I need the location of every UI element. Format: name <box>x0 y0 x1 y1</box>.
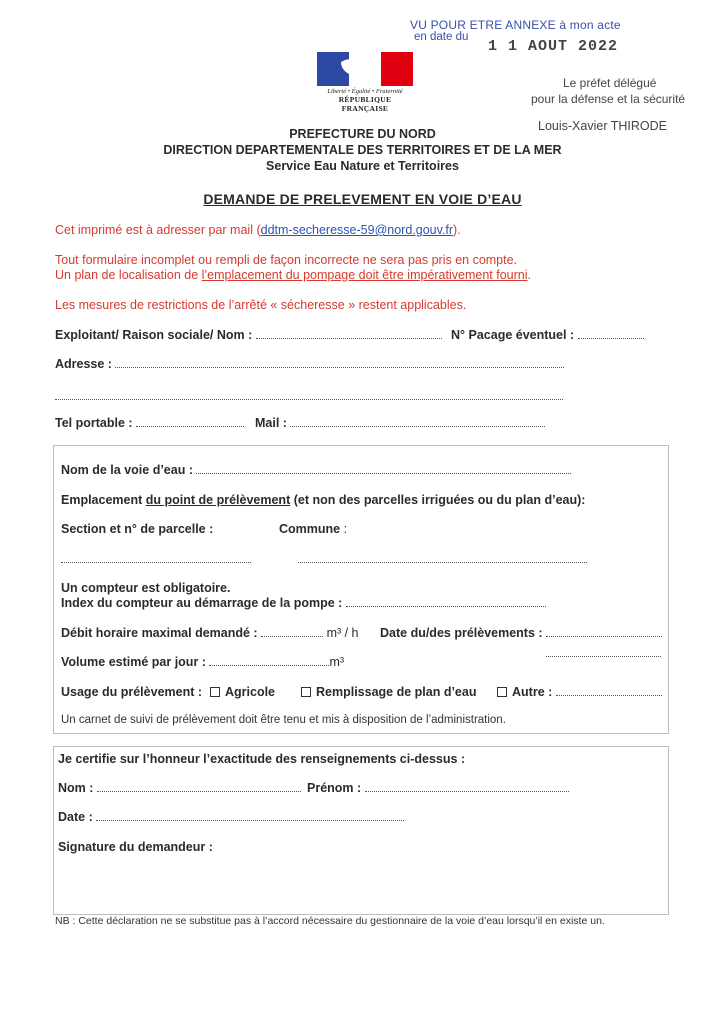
notice-plan <box>55 268 531 282</box>
notice-mail-prefix: Cet imprimé est à adresser par mail ( <box>55 223 261 237</box>
signer-title-1: Le préfet délégué <box>563 76 657 90</box>
notice-mail <box>55 223 461 237</box>
exploitant-label: Exploitant/ Raison sociale/ Nom : <box>55 328 253 342</box>
signature-area[interactable] <box>58 858 658 908</box>
section-input-line[interactable] <box>61 552 251 563</box>
autre-label: Autre : <box>512 685 553 699</box>
nom-input-line[interactable] <box>97 781 301 792</box>
volume-input-line[interactable] <box>209 655 329 666</box>
prenom-input-line[interactable] <box>365 781 569 792</box>
compteur-label: Index du compteur au démarrage de la pompe : <box>61 596 343 610</box>
pacage-field[interactable] <box>451 328 644 342</box>
stamp-date-label: en date du <box>414 31 469 43</box>
header-direction: DIRECTION DEPARTEMENTALE DES TERRITOIRES ET DE LA MER <box>163 143 562 157</box>
usage-agricole-option[interactable] <box>210 685 275 699</box>
commune-input-line[interactable] <box>298 552 587 563</box>
usage-remplissage-option[interactable] <box>301 685 476 699</box>
commune-input[interactable] <box>298 550 587 568</box>
mail-label: Mail : <box>255 416 287 430</box>
agricole-label: Agricole <box>225 685 276 699</box>
debit-unit: m³ / h <box>326 626 359 640</box>
compteur-field[interactable] <box>61 596 546 610</box>
mail-input-line[interactable] <box>290 416 545 427</box>
emplacement-prefix: Emplacement <box>61 493 146 507</box>
debit-input-line[interactable] <box>261 626 323 637</box>
mail-link[interactable]: ddtm-secheresse-59@nord.gouv.fr <box>260 223 454 237</box>
tel-label: Tel portable : <box>55 416 133 430</box>
notice-incomplete: Tout formulaire incomplet ou rempli de façon incorrecte ne sera pas pris en compte. <box>55 253 518 267</box>
form-title: DEMANDE DE PRELEVEMENT EN VOIE D’EAU <box>203 191 522 207</box>
signature-label: Signature du demandeur : <box>58 840 213 854</box>
prenom-field[interactable] <box>307 781 569 795</box>
nom-field[interactable] <box>58 781 301 795</box>
date-prelevements-field[interactable] <box>380 626 662 640</box>
adresse-input-line-2[interactable] <box>55 389 563 400</box>
prenom-label: Prénom : <box>307 781 362 795</box>
emplacement-suffix: (et non des parcelles irriguées ou du plan d’eau): <box>290 493 586 507</box>
mail-field[interactable] <box>255 416 545 430</box>
adresse-field[interactable] <box>55 357 564 371</box>
compteur-input-line[interactable] <box>346 596 546 607</box>
date-prelevements-label: Date du/des prélèvements : <box>380 626 543 640</box>
header-prefecture: PREFECTURE DU NORD <box>289 127 436 141</box>
commune-label-text: Commune <box>279 522 341 536</box>
notice-mail-suffix: ). <box>453 223 461 237</box>
debit-field[interactable] <box>61 626 359 640</box>
remplissage-checkbox[interactable] <box>301 687 311 697</box>
tel-input-line[interactable] <box>136 416 244 427</box>
nom-label: Nom : <box>58 781 94 795</box>
volume-label: Volume estimé par jour : <box>61 655 206 669</box>
stamp-annex-text: VU POUR ETRE ANNEXE à mon acte <box>410 18 621 32</box>
footnote: NB : Cette déclaration ne se substitue pas à l’accord nécessaire du gestionnaire de la voie d’eau lorsqu’il en existe un. <box>55 915 605 927</box>
pacage-label: N° Pacage éventuel : <box>451 328 575 342</box>
date-field[interactable] <box>58 810 404 824</box>
tricolor-flag-icon <box>317 52 413 86</box>
date-input-line[interactable] <box>96 810 404 821</box>
usage-label: Usage du prélèvement : <box>61 685 203 699</box>
stamp-date: 1 1 AOUT 2022 <box>488 38 619 55</box>
usage-autre-option[interactable] <box>497 685 662 699</box>
pacage-input-line[interactable] <box>578 328 644 339</box>
emplacement-heading <box>61 493 585 507</box>
section-label: Section et n° de parcelle : <box>61 522 214 536</box>
logo-republic: RÉPUBLIQUE FRANÇAISE <box>338 95 392 113</box>
date-prelevements-input-line-2[interactable] <box>546 648 661 657</box>
commune-label <box>279 522 347 536</box>
volume-unit: m³ <box>329 655 345 669</box>
date-label: Date : <box>58 810 93 824</box>
notice-plan-required: l’emplacement du pompage doit être impérativement fourni <box>201 268 528 282</box>
autre-checkbox[interactable] <box>497 687 507 697</box>
signer-title-2: pour la défense et la sécurité <box>531 92 686 106</box>
compteur-notice: Un compteur est obligatoire. <box>61 581 231 595</box>
remplissage-label: Remplissage de plan d’eau <box>316 685 477 699</box>
header-service: Service Eau Nature et Territoires <box>266 159 459 173</box>
date-prelevements-input-line[interactable] <box>546 626 662 637</box>
voie-field[interactable] <box>61 463 571 477</box>
adresse-line-2[interactable] <box>55 387 563 405</box>
carnet-notice: Un carnet de suivi de prélèvement doit être tenu et mis à disposition de l’administration. <box>61 714 506 726</box>
adresse-label: Adresse : <box>55 357 112 371</box>
emplacement-underlined: du point de prélèvement <box>145 493 291 507</box>
section-input[interactable] <box>61 550 251 568</box>
debit-label: Débit horaire maximal demandé : <box>61 626 258 640</box>
exploitant-input-line[interactable] <box>256 328 442 339</box>
commune-colon: : <box>343 522 348 536</box>
certify-text: Je certifie sur l’honneur l’exactitude des renseignements ci-dessus : <box>58 752 466 766</box>
date-prelevements-line-2[interactable] <box>546 644 661 662</box>
tel-field[interactable] <box>55 416 244 430</box>
notice-restrictions: Les mesures de restrictions de l’arrêté « sécheresse » restent applicables. <box>55 298 467 312</box>
volume-field[interactable] <box>61 655 344 669</box>
signer-name: Louis-Xavier THIRODE <box>538 119 667 133</box>
republique-francaise-logo <box>317 52 413 113</box>
voie-label: Nom de la voie d’eau : <box>61 463 193 477</box>
agricole-checkbox[interactable] <box>210 687 220 697</box>
notice-plan-suffix: . <box>527 268 531 282</box>
exploitant-field[interactable] <box>55 328 442 342</box>
voie-input-line[interactable] <box>196 463 571 474</box>
autre-input-line[interactable] <box>556 685 662 696</box>
adresse-input-line[interactable] <box>115 357 564 368</box>
logo-motto: Liberté • Égalité • Fraternité <box>327 88 403 95</box>
notice-plan-prefix: Un plan de localisation de <box>55 268 202 282</box>
